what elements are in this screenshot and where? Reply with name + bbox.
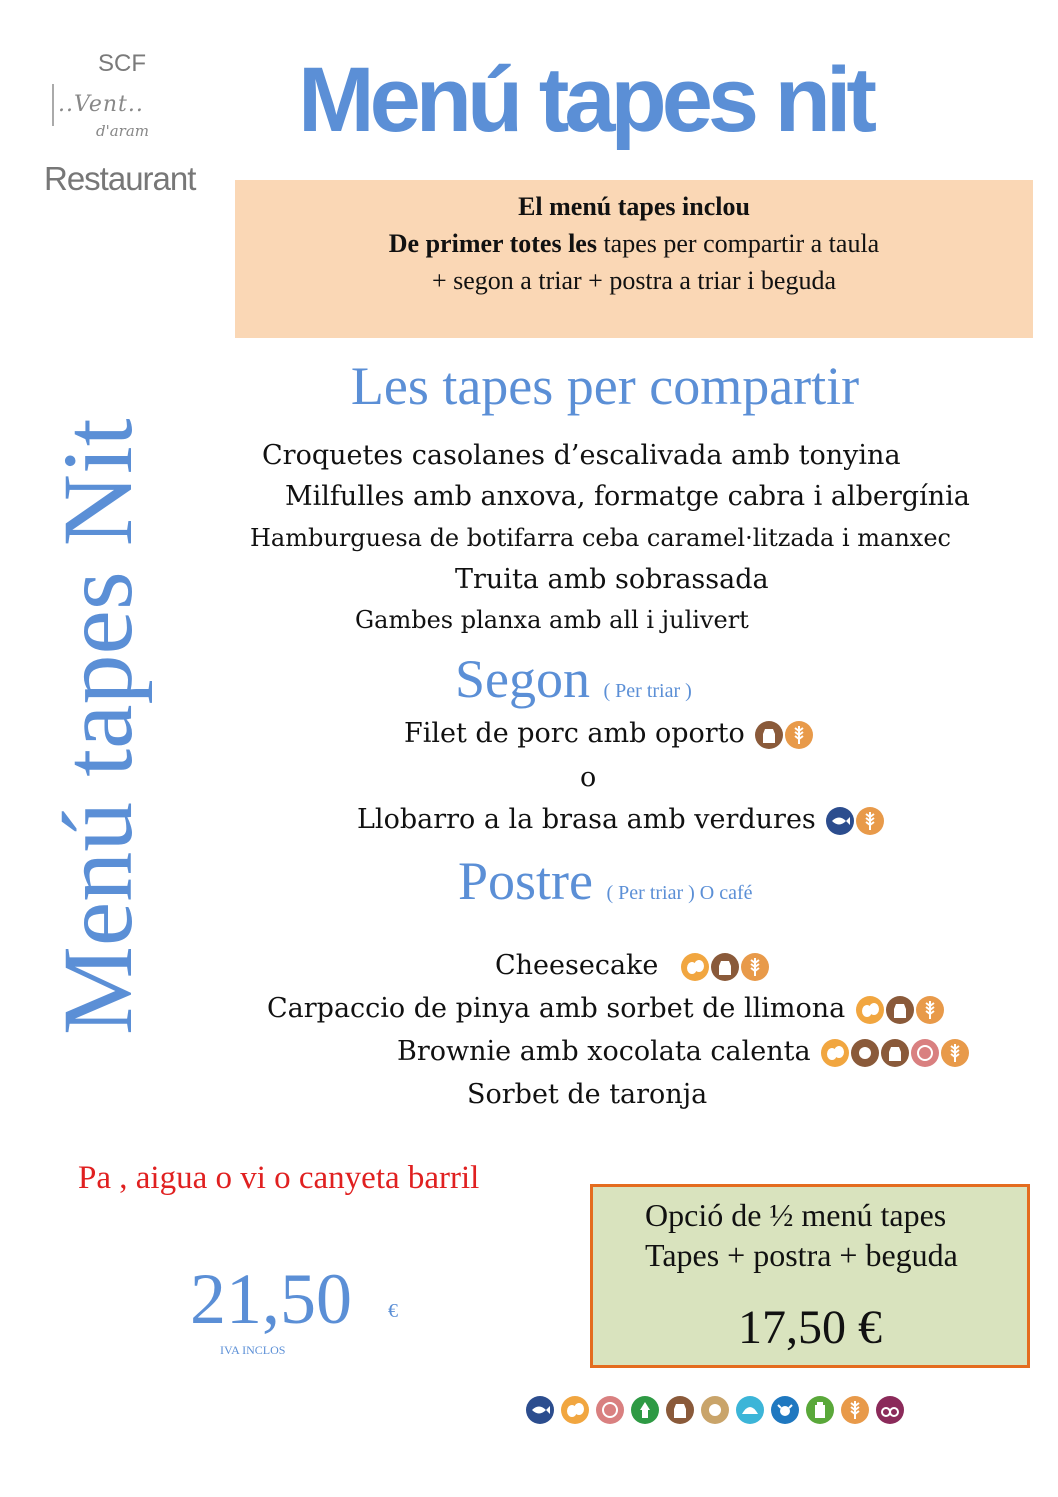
half-menu-box — [590, 1184, 1030, 1368]
gluten-icon — [741, 953, 769, 981]
logo-scf: SCF — [98, 50, 146, 77]
tapa-item: Hamburguesa de botifarra ceba caramel·litzada i manxec — [250, 524, 951, 552]
page-title: Menú tapes nit — [298, 49, 873, 151]
egg-icon — [856, 996, 884, 1024]
postre-title: Postre — [458, 851, 593, 911]
half-menu-title: Opció de ½ menú tapes — [645, 1197, 947, 1233]
half-menu-price: 17,50 € — [738, 1301, 882, 1354]
side-title: Menú tapes Nit — [42, 418, 153, 1035]
crustacean-icon — [771, 1396, 799, 1424]
allergen-legend — [526, 1396, 911, 1424]
sulphite-icon — [876, 1396, 904, 1424]
gluten-icon — [941, 1039, 969, 1067]
postre-item-text: Carpaccio de pinya amb sorbet de llimona — [267, 993, 846, 1024]
logo-divider — [52, 84, 54, 126]
includes-line-2-bold: De primer totes les — [388, 229, 597, 258]
gluten-icon — [841, 1396, 869, 1424]
nuts-icon — [701, 1396, 729, 1424]
postre-item: Sorbet de taronja — [467, 1079, 708, 1110]
segon-title: Segon — [455, 649, 590, 709]
segon-or: o — [580, 762, 597, 793]
iva-note: IVA INCLOS — [220, 1343, 286, 1357]
tapes-heading: Les tapes per compartir — [350, 356, 860, 416]
segon-item-1-text: Filet de porc amb oporto — [404, 718, 745, 749]
postre-item — [267, 993, 944, 1024]
drinks-line: Pa , aigua o vi o canyeta barril — [78, 1160, 480, 1196]
includes-line-3: + segon a triar + postra a triar i beguda — [431, 266, 836, 295]
includes-line-2 — [235, 225, 1033, 262]
milk-icon — [666, 1396, 694, 1424]
fish-icon — [526, 1396, 554, 1424]
segon-item-1 — [404, 718, 813, 749]
postre-item-text: Cheesecake — [495, 950, 659, 981]
milk-icon — [886, 996, 914, 1024]
tapa-item: Gambes planxa amb all i julivert — [355, 606, 749, 634]
gluten-icon — [856, 807, 884, 835]
half-menu-desc: Tapes + postra + beguda — [645, 1237, 958, 1273]
segon-note: ( Per triar ) — [603, 680, 692, 702]
lupin-icon — [596, 1396, 624, 1424]
logo-script: ..Vent.. — [58, 92, 144, 117]
segon-item-2 — [357, 804, 884, 835]
includes-line-2-rest: tapes per compartir a taula — [596, 229, 880, 258]
gluten-icon — [916, 996, 944, 1024]
mustard-icon — [806, 1396, 834, 1424]
menu-price: 21,50 — [190, 1259, 352, 1339]
mollusc-icon — [736, 1396, 764, 1424]
segon-item-2-text: Llobarro a la brasa amb verdures — [357, 804, 816, 835]
milk-icon — [755, 721, 783, 749]
tapa-item: Croquetes casolanes d’escalivada amb tonyina — [262, 440, 901, 471]
fish-icon — [826, 807, 854, 835]
egg-icon — [821, 1039, 849, 1067]
logo-script-sub: d'aram — [96, 122, 150, 140]
tapa-item: Milfulles amb anxova, formatge cabra i albergínia — [285, 481, 970, 512]
logo-restaurant: Restaurant — [44, 160, 196, 197]
postre-item — [495, 950, 769, 981]
milk-icon — [711, 953, 739, 981]
tapa-item: Truita amb sobrassada — [455, 564, 769, 595]
egg-icon — [561, 1396, 589, 1424]
celery-icon — [631, 1396, 659, 1424]
postre-item — [397, 1036, 969, 1067]
postre-note: ( Per triar ) O café — [606, 882, 753, 904]
includes-box — [235, 180, 1033, 338]
lupin-icon — [911, 1039, 939, 1067]
postre-heading — [458, 850, 753, 912]
includes-heading: El menú tapes inclou — [518, 192, 750, 221]
nuts-icon — [851, 1039, 879, 1067]
milk-icon — [881, 1039, 909, 1067]
postre-item-text: Brownie amb xocolata calenta — [397, 1036, 811, 1067]
egg-icon — [681, 953, 709, 981]
gluten-icon — [785, 721, 813, 749]
segon-heading — [455, 648, 692, 710]
menu-price-currency: € — [388, 1300, 398, 1322]
